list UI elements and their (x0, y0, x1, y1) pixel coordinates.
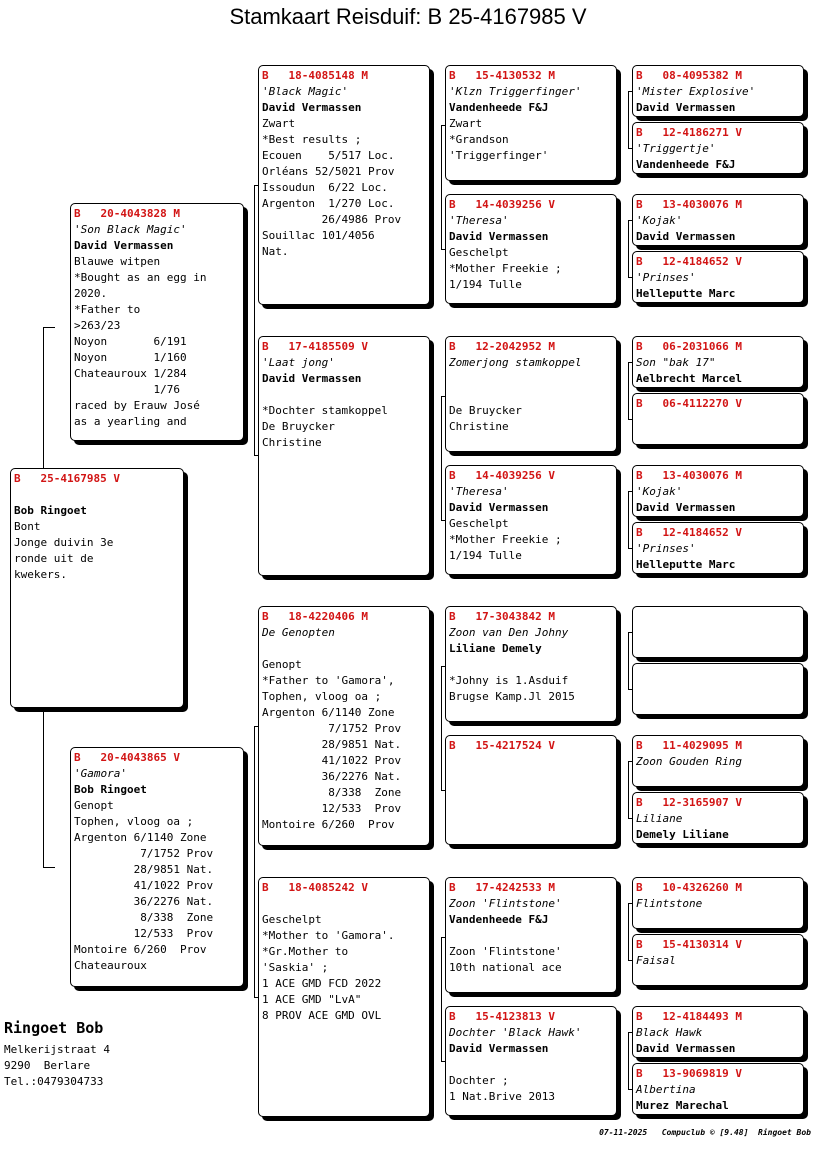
pigeon-name: Zoon 'Flintstone' (449, 897, 562, 910)
connector-line (628, 91, 629, 148)
info-line: 1/76 (74, 383, 180, 396)
owner-name: Bob Ringoet (74, 783, 147, 796)
ring-number: B 12-4184652 V (636, 526, 742, 539)
ring-number: B 18-4085148 M (262, 69, 368, 82)
info-line: *Gr.Mother to (262, 945, 349, 958)
connector-line (43, 867, 55, 868)
pigeon-name: Albertina (636, 1083, 696, 1096)
owner-name: David Vermassen (262, 372, 362, 385)
owner-name: David Vermassen (636, 101, 736, 114)
info-line: 'Triggerfinger' (449, 149, 549, 162)
ring-number: B 17-4185509 V (262, 340, 368, 353)
ring-number: B 12-4184652 V (636, 255, 742, 268)
info-line: Chateauroux 1/284 (74, 367, 187, 380)
connector-line (628, 903, 629, 960)
owner-name: David Vermassen (449, 501, 549, 514)
info-line: Zwart (262, 117, 296, 130)
pigeon-card-g7 (632, 465, 804, 517)
pigeon-name: 'Theresa' (449, 214, 509, 227)
pigeon-card-g6 (632, 393, 804, 445)
breeder-street: Melkerijstraat 4 (4, 1043, 110, 1056)
pigeon-card-fmm (445, 465, 617, 575)
pigeon-name: 'Gamora' (74, 767, 127, 780)
info-line: Noyon 6/191 (74, 335, 187, 348)
info-line: Argenton 1/270 Loc. (262, 197, 395, 210)
info-line: 1 ACE GMD FCD 2022 (262, 977, 382, 990)
info-line: Noyon 1/160 (74, 351, 187, 364)
owner-name: David Vermassen (636, 501, 736, 514)
info-line: Zoon 'Flintstone' (449, 945, 562, 958)
info-line: Tophen, vloog oa ; (74, 815, 194, 828)
info-line: Nat. (262, 245, 289, 258)
owner-name: Vandenheede F&J (449, 101, 549, 114)
info-line: Bont (14, 520, 41, 533)
pigeon-name: 'Klzn Triggerfinger' (449, 85, 582, 98)
info-line: Issoudun 6/22 Loc. (262, 181, 388, 194)
info-line: Genopt (74, 799, 114, 812)
info-line: 1 Nat.Brive 2013 (449, 1090, 555, 1103)
pigeon-card-g10 (632, 663, 804, 715)
pigeon-card-ffm (445, 194, 617, 304)
pigeon-card-ff (258, 65, 430, 305)
pigeon-card-f (70, 203, 244, 441)
info-line: Souillac 101/4056 (262, 229, 375, 242)
pigeon-card-g4 (632, 251, 804, 303)
info-line: Geschelpt (449, 517, 509, 530)
pedigree-title: Stamkaart Reisduif: B 25-4167985 V (229, 4, 587, 29)
info-line: 'Saskia' ; (262, 961, 329, 974)
breeder-name: Ringoet Bob (4, 1019, 104, 1037)
owner-name: Liliane Demely (449, 642, 542, 655)
info-line (449, 371, 613, 387)
pigeon-card-g16 (632, 1063, 804, 1115)
owner-name: Vandenheede F&J (449, 913, 549, 926)
ring-number: B 12-3165907 V (636, 796, 742, 809)
ring-number: B 10-4326260 M (636, 881, 742, 894)
pigeon-name: 'Kojak' (636, 214, 683, 227)
pigeon-card-fmf (445, 336, 617, 452)
pigeon-card-g8 (632, 522, 804, 574)
ring-number: B 18-4085242 V (262, 881, 368, 894)
info-line (449, 657, 613, 673)
info-line: ronde uit de (14, 552, 94, 565)
pigeon-name: 'Theresa' (449, 485, 509, 498)
ring-number: B 17-4242533 M (449, 881, 555, 894)
info-line: kwekers. (14, 568, 67, 581)
pigeon-card-g3 (632, 194, 804, 246)
pigeon-card-fff (445, 65, 617, 181)
pigeon-card-mf (258, 606, 430, 846)
info-line: Orléans 52/5021 Prov (262, 165, 395, 178)
info-line: 2020. (74, 287, 108, 300)
info-line: >263/23 (74, 319, 121, 332)
connector-line (441, 666, 442, 790)
connector-line (628, 632, 629, 689)
info-line: 1/194 Tulle (449, 549, 522, 562)
pigeon-name: Faisal (636, 954, 676, 967)
ring-number: B 20-4043865 V (74, 751, 180, 764)
pigeon-name: 'Mister Explosive' (636, 85, 756, 98)
pigeon-card-g15 (632, 1006, 804, 1058)
info-line: raced by Erauw José (74, 399, 200, 412)
ring-number: B 12-2042952 M (449, 340, 555, 353)
info-line: 36/2276 Nat. (74, 895, 214, 908)
connector-line (628, 491, 629, 548)
connector-line (254, 185, 255, 455)
info-line: Dochter ; (449, 1074, 509, 1087)
info-line: Montoire 6/260 Prov (74, 943, 207, 956)
connector-line (254, 726, 255, 997)
pigeon-card-g14 (632, 934, 804, 986)
pigeon-name: 'Son Black Magic' (74, 223, 187, 236)
connector-line (441, 937, 442, 1061)
info-line: Geschelpt (449, 246, 509, 259)
info-line: *Mother to 'Gamora'. (262, 929, 395, 942)
ring-number: B 18-4220406 M (262, 610, 368, 623)
pigeon-card-g13 (632, 877, 804, 929)
info-line: Argenton 6/1140 Zone (262, 706, 395, 719)
info-line: Christine (262, 436, 322, 449)
info-line: *Dochter stamkoppel (262, 404, 388, 417)
pigeon-name: 'Prinses' (636, 271, 696, 284)
info-line: Christine (449, 420, 509, 433)
info-line: *Johny is 1.Asduif (449, 674, 569, 687)
pigeon-name: Zoon van Den Johny (449, 626, 569, 639)
ring-number: B 11-4029095 M (636, 739, 742, 752)
info-line: Brugse Kamp.Jl 2015 (449, 690, 575, 703)
info-line: as a yearling and (74, 415, 187, 428)
info-line (449, 387, 613, 403)
info-line (449, 1057, 613, 1073)
ring-number: B 14-4039256 V (449, 469, 555, 482)
pigeon-name: 'Kojak' (636, 485, 683, 498)
info-line: *Father to 'Gamora', (262, 674, 395, 687)
info-line: *Mother Freekie ; (449, 533, 562, 546)
info-line: Argenton 6/1140 Zone (74, 831, 207, 844)
info-line: Ecouen 5/517 Loc. (262, 149, 395, 162)
pigeon-card-g12 (632, 792, 804, 844)
info-line (262, 896, 426, 912)
owner-name: Helleputte Marc (636, 558, 736, 571)
connector-line (628, 220, 629, 277)
info-line: Montoire 6/260 Prov (262, 818, 395, 831)
info-line: 1 ACE GMD "LvA" (262, 993, 362, 1006)
info-line (449, 928, 613, 944)
info-line: Blauwe witpen (74, 255, 161, 268)
spacer (14, 487, 180, 503)
info-line: 26/4986 Prov (262, 213, 402, 226)
breeder-city: 9290 Berlare (4, 1059, 91, 1072)
ring-number: B 12-4186271 V (636, 126, 742, 139)
ring-number: B 15-4217524 V (449, 739, 555, 752)
pigeon-card-g9 (632, 606, 804, 658)
info-line: 1/194 Tulle (449, 278, 522, 291)
ring-number: B 12-4184493 M (636, 1010, 742, 1023)
breeder-phone: Tel.:0479304733 (4, 1075, 104, 1088)
pigeon-card-mmm (445, 1006, 617, 1116)
info-line: 10th national ace (449, 961, 562, 974)
info-line: 28/9851 Nat. (262, 738, 402, 751)
info-line: Tophen, vloog oa ; (262, 690, 382, 703)
connector-line (441, 396, 442, 520)
pigeon-name: De Genopten (262, 626, 335, 639)
pigeon-name: Zoon Gouden Ring (636, 755, 742, 768)
info-line: Zwart (449, 117, 483, 130)
connector-line (441, 125, 442, 249)
ring-number: B 13-9069819 V (636, 1067, 742, 1080)
owner-name: Aelbrecht Marcel (636, 372, 742, 385)
ring-number: B 15-4123813 V (449, 1010, 555, 1023)
ring-number: B 13-4030076 M (636, 198, 742, 211)
info-line: Genopt (262, 658, 302, 671)
info-line: *Best results ; (262, 133, 362, 146)
info-line: 41/1022 Prov (74, 879, 214, 892)
info-line: *Bought as an egg in (74, 271, 207, 284)
ring-number: B 15-4130314 V (636, 938, 742, 951)
owner-name: Helleputte Marc (636, 287, 736, 300)
owner-name: Bob Ringoet (14, 504, 87, 517)
pigeon-name: 'Triggertje' (636, 142, 716, 155)
pigeon-name: 'Prinses' (636, 542, 696, 555)
ring-number: B 14-4039256 V (449, 198, 555, 211)
info-line: 41/1022 Prov (262, 754, 402, 767)
info-line: *Father to (74, 303, 141, 316)
info-line: 7/1752 Prov (74, 847, 214, 860)
software-credits: 07-11-2025 Compuclub © [9.48] Ringoet Bob (599, 1128, 811, 1137)
pigeon-card-mfm (445, 735, 617, 845)
owner-name: David Vermassen (449, 230, 549, 243)
pigeon-card-mm (258, 877, 430, 1117)
owner-name: David Vermassen (449, 1042, 549, 1055)
ring-number: B 13-4030076 M (636, 469, 742, 482)
info-line: *Mother Freekie ; (449, 262, 562, 275)
ring-number: B 08-4095382 M (636, 69, 742, 82)
pigeon-card-g1 (632, 65, 804, 117)
pigeon-card-subject (10, 468, 184, 708)
owner-name: David Vermassen (262, 101, 362, 114)
pigeon-card-mmf (445, 877, 617, 993)
pigeon-name: Flintstone (636, 897, 703, 910)
info-line: 7/1752 Prov (262, 722, 402, 735)
ring-number: B 25-4167985 V (14, 472, 120, 485)
pigeon-name: Son "bak 17" (636, 356, 716, 369)
info-line: De Bruycker (262, 420, 335, 433)
info-line: Jonge duivin 3e (14, 536, 114, 549)
info-line: *Grandson (449, 133, 509, 146)
owner-name: Murez Marechal (636, 1099, 729, 1112)
info-line: De Bruycker (449, 404, 522, 417)
ring-number: B 17-3043842 M (449, 610, 555, 623)
pigeon-name: 'Laat jong' (262, 356, 335, 369)
connector-line (628, 362, 629, 419)
pigeon-name: Liliane (636, 812, 683, 825)
ring-number: B 06-4112270 V (636, 397, 742, 410)
pigeon-card-mff (445, 606, 617, 722)
owner-name: Demely Liliane (636, 828, 729, 841)
info-line: 36/2276 Nat. (262, 770, 402, 783)
pigeon-card-m (70, 747, 244, 987)
pigeon-name: Dochter 'Black Hawk' (449, 1026, 582, 1039)
info-line: 12/533 Prov (74, 927, 214, 940)
ring-number: B 15-4130532 M (449, 69, 555, 82)
connector-line (628, 1032, 629, 1089)
pigeon-name: 'Black Magic' (262, 85, 349, 98)
owner-name: David Vermassen (636, 1042, 736, 1055)
info-line: 8/338 Zone (74, 911, 214, 924)
pigeon-card-g2 (632, 122, 804, 174)
info-line: Chateauroux (74, 959, 147, 972)
owner-name: David Vermassen (636, 230, 736, 243)
info-line: 28/9851 Nat. (74, 863, 214, 876)
pigeon-card-g11 (632, 735, 804, 787)
owner-name: Vandenheede F&J (636, 158, 736, 171)
ring-number: B 20-4043828 M (74, 207, 180, 220)
ring-number: B 06-2031066 M (636, 340, 742, 353)
owner-name: David Vermassen (74, 239, 174, 252)
pigeon-card-fm (258, 336, 430, 576)
connector-line (43, 327, 55, 328)
info-line: 8 PROV ACE GMD OVL (262, 1009, 382, 1022)
info-line: 8/338 Zone (262, 786, 402, 799)
info-line (262, 387, 426, 403)
info-line (262, 641, 426, 657)
info-line: 12/533 Prov (262, 802, 402, 815)
info-line: Geschelpt (262, 913, 322, 926)
pigeon-name: Black Hawk (636, 1026, 703, 1039)
pigeon-name: Zomerjong stamkoppel (449, 356, 582, 369)
pigeon-card-g5 (632, 336, 804, 388)
connector-line (628, 761, 629, 818)
